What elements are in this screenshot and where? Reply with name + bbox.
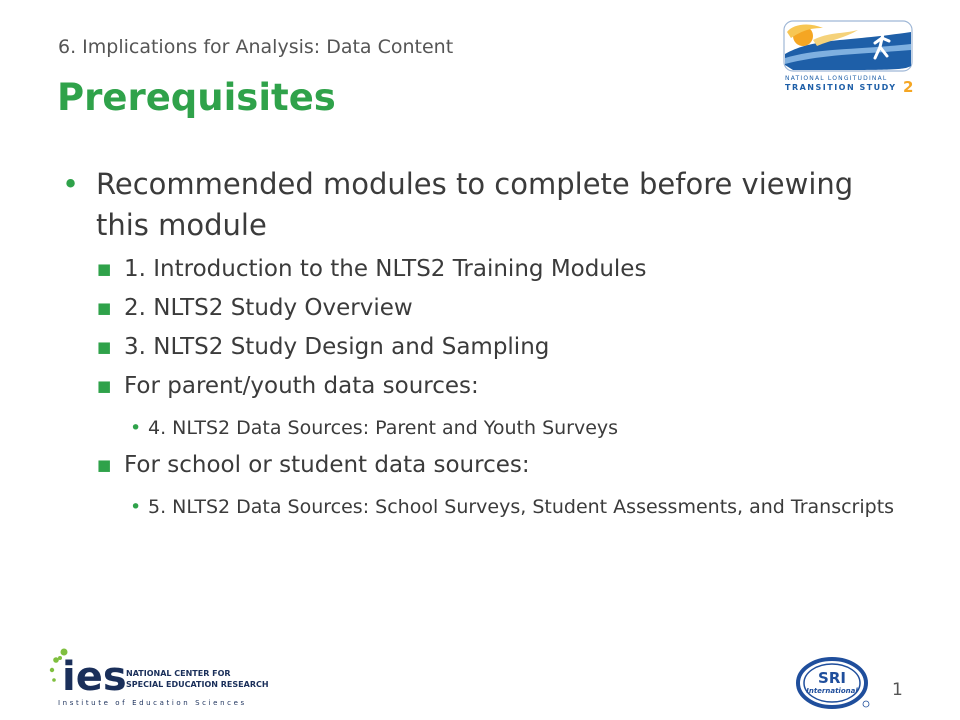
list-item [60, 493, 910, 521]
module-1-text: 1. Introduction to the NLTS2 Training Modules [124, 256, 647, 282]
prerequisites-list [60, 164, 910, 527]
bullet-icon: • [130, 496, 142, 518]
module-4-text: 4. NLTS2 Data Sources: Parent and Youth Surveys [148, 417, 619, 439]
sri-logo [795, 656, 871, 710]
square-bullet-icon: ■ [97, 377, 112, 395]
module-3-text: 3. NLTS2 Study Design and Sampling [124, 334, 550, 360]
list-item [60, 450, 910, 481]
list-item [60, 414, 910, 442]
square-bullet-icon: ■ [97, 260, 112, 278]
square-bullet-icon: ■ [97, 299, 112, 317]
square-bullet-icon: ■ [97, 456, 112, 474]
bullet-icon: • [62, 167, 80, 201]
section-title: 6. Implications for Analysis: Data Content [58, 36, 454, 58]
nlts-line1: NATIONAL LONGITUDINAL [785, 75, 888, 82]
list-item [60, 371, 910, 402]
page-title: Prerequisites [57, 76, 336, 119]
module-2-text: 2. NLTS2 Study Overview [124, 295, 413, 321]
nlts-number: 2 [903, 78, 914, 94]
recommended-modules-text: Recommended modules to complete before viewing this module [96, 167, 854, 242]
nlts2-logo [783, 20, 918, 94]
ies-line1: NATIONAL CENTER FOR [126, 669, 231, 678]
ies-mark: ies [62, 654, 127, 700]
bullet-icon: • [130, 417, 142, 439]
square-bullet-icon: ■ [97, 338, 112, 356]
nlts-line2: TRANSITION STUDY [785, 83, 897, 92]
list-item [60, 254, 910, 285]
module-5-text: 5. NLTS2 Data Sources: School Surveys, Student Assessments, and Transcripts [148, 496, 895, 518]
parent-youth-label: For parent/youth data sources: [124, 373, 479, 399]
list-item [60, 293, 910, 324]
sri-text: SRI [818, 669, 846, 687]
list-item [60, 164, 910, 246]
page-number: 1 [892, 680, 903, 700]
list-item [60, 332, 910, 363]
school-student-label: For school or student data sources: [124, 452, 530, 478]
ies-logo [48, 646, 288, 708]
ies-line2: SPECIAL EDUCATION RESEARCH [126, 680, 269, 689]
sri-international-text: International [806, 687, 858, 695]
ies-tagline: Institute of Education Sciences [58, 699, 247, 707]
